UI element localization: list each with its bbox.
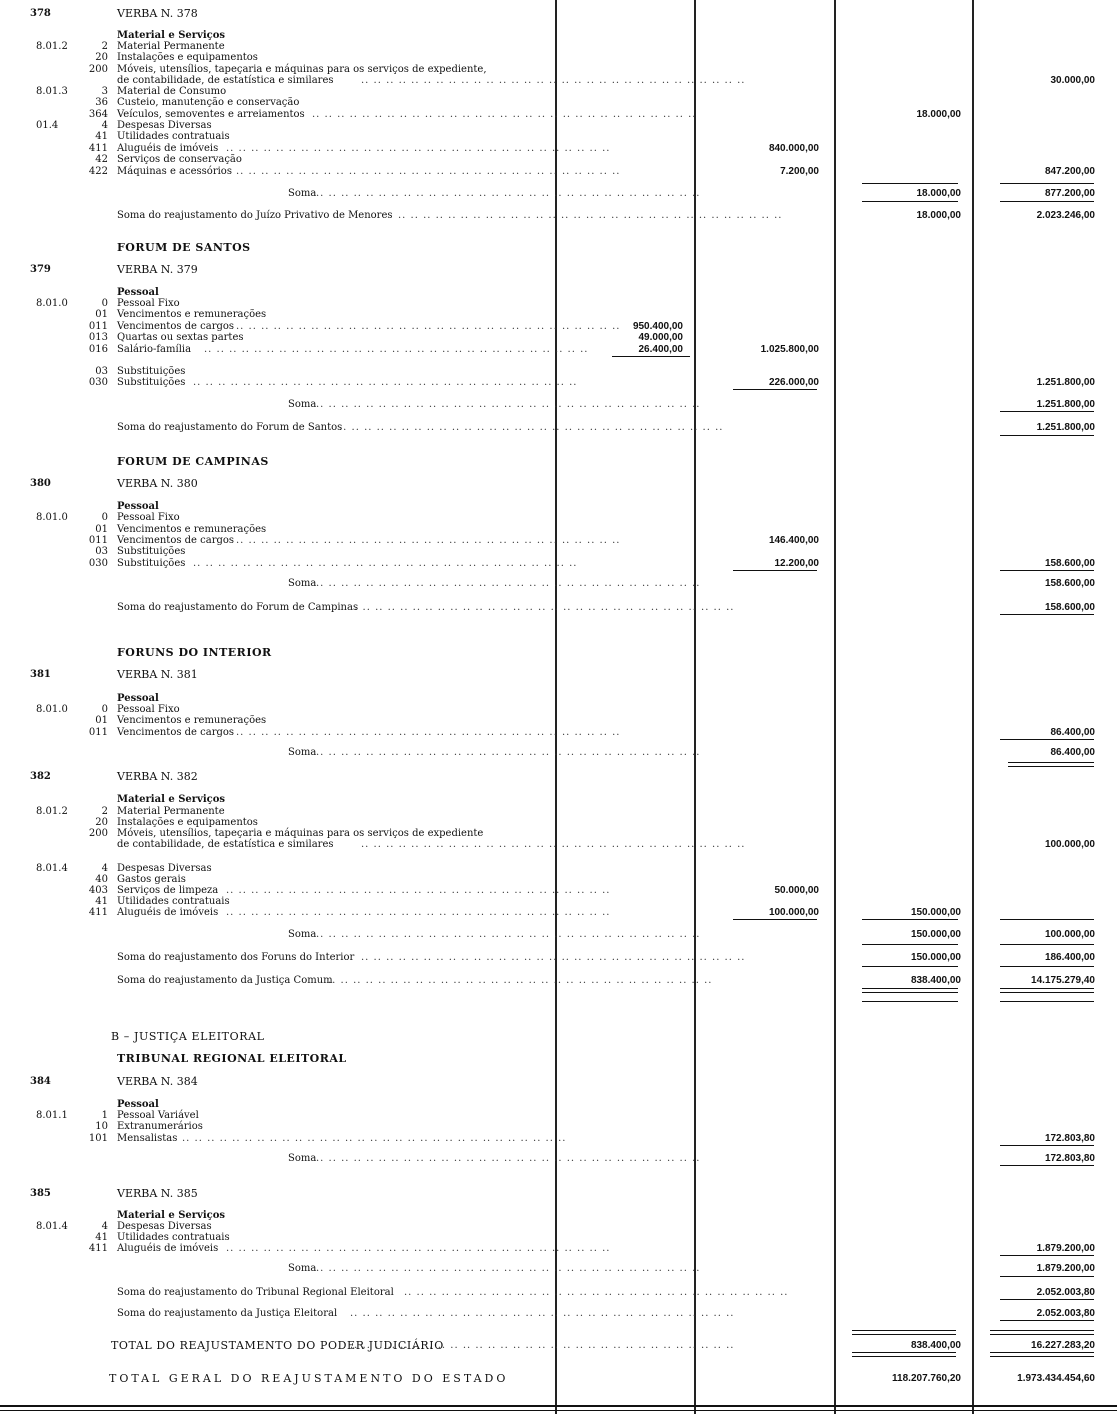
row-label: FORUNS DO INTERIOR [117, 646, 272, 659]
total-rule [1000, 988, 1094, 993]
row-label: TOTAL GERAL DO REAJUSTAMENTO DO ESTADO [109, 1372, 509, 1385]
row-label: Soma [288, 1153, 317, 1164]
row-subcode: 2 [101, 41, 108, 52]
total-rule [990, 1330, 1094, 1335]
total-rule [862, 988, 958, 993]
row-label: VERBA N. 380 [117, 477, 198, 490]
leader-dots: .. .. .. .. .. .. .. .. .. .. .. .. .. .. .. .. .. .. .. .. .. .. .. .. .. .. .. .. .. .. .. [350, 1340, 735, 1351]
row-label: Material Permanente [117, 41, 225, 52]
amount-c4: 158.600,00 [1044, 578, 1095, 589]
table-row [0, 669, 1117, 681]
total-rule [1000, 1165, 1094, 1166]
table-row [0, 1188, 1117, 1200]
amount-c4: 14.175.279,40 [1031, 975, 1095, 986]
row-label: Soma [288, 1263, 317, 1274]
row-label: Material e Serviços [117, 1210, 226, 1221]
row-label: Substituições [117, 558, 186, 569]
total-rule [1000, 1001, 1094, 1002]
amount-c3: 150.000,00 [910, 952, 961, 963]
amount-c4: 1.251.800,00 [1036, 422, 1095, 433]
row-label: Custeio, manutenção e conservação [117, 97, 300, 108]
amount-c4: 1.251.800,00 [1036, 377, 1095, 388]
table-row [0, 929, 1117, 941]
row-code: 384 [30, 1076, 51, 1087]
table-row [0, 97, 1117, 109]
row-subcode: 411 [88, 143, 108, 154]
row-label: Aluguéis de imóveis [117, 1243, 219, 1254]
leader-dots: .. .. .. .. .. .. .. .. .. .. .. .. .. .. .. .. .. .. .. .. .. .. .. .. .. .. .. .. .. .. .. [226, 143, 611, 154]
row-label: de contabilidade, de estatística e similares [117, 839, 334, 850]
table-row [0, 512, 1117, 524]
total-rule [862, 1001, 958, 1002]
amount-c3: 150.000,00 [910, 929, 961, 940]
amount-c4: 186.400,00 [1044, 952, 1095, 963]
row-label: Soma do reajustamento do Tribunal Regional Eleitoral [117, 1287, 394, 1298]
row-label: Mensalistas [117, 1133, 178, 1144]
total-rule [862, 183, 958, 184]
table-row [0, 602, 1117, 614]
row-label: Veículos, semoventes e arreiamentos [117, 109, 305, 120]
leader-dots: .. .. .. .. .. .. .. .. .. .. .. .. .. .. .. .. .. .. .. .. .. .. .. .. .. .. .. .. .. .. .. [226, 1243, 611, 1254]
table-row [0, 8, 1117, 20]
row-label: Vencimentos de cargos [117, 727, 235, 738]
row-label: Gastos gerais [117, 874, 186, 885]
amount-c4: 86.400,00 [1050, 747, 1095, 758]
table-row [0, 1053, 1117, 1065]
row-label: VERBA N. 379 [117, 263, 198, 276]
total-rule [862, 966, 958, 967]
row-subcode: 411 [88, 1243, 108, 1254]
row-subcode: 20 [95, 52, 108, 63]
table-row [0, 422, 1117, 434]
amount-c3: 18.000,00 [916, 188, 961, 199]
row-code: 8.01.0 [36, 704, 68, 715]
row-label: Vencimentos e remunerações [117, 524, 267, 535]
table-row [0, 727, 1117, 739]
leader-dots: .. .. .. .. .. .. .. .. .. .. .. .. .. .. .. .. .. .. .. .. .. .. .. .. .. .. .. .. .. .. .. [226, 885, 611, 896]
row-label: Substituições [117, 366, 186, 377]
row-code: 8.01.0 [36, 298, 68, 309]
total-rule [862, 919, 958, 920]
row-subcode: 36 [95, 97, 108, 108]
table-row [0, 907, 1117, 919]
amount-c2: 840.000,00 [768, 143, 819, 154]
row-label: Despesas Diversas [117, 1221, 212, 1232]
row-subcode: 403 [88, 885, 108, 896]
table-row [0, 188, 1117, 200]
leader-dots: .. .. .. .. .. .. .. .. .. .. .. .. .. .. .. .. .. .. .. .. .. .. .. .. .. .. .. .. .. .. .. [316, 399, 701, 410]
amount-c1: 49.000,00 [638, 332, 683, 343]
row-label: Material e Serviços [117, 794, 226, 805]
leader-dots: .. .. .. .. .. .. .. .. .. .. .. .. .. .. .. .. .. .. .. .. .. .. .. .. .. .. .. .. .. .. .. [236, 321, 621, 332]
table-row [0, 210, 1117, 222]
row-label: Soma [288, 399, 317, 410]
row-label: Despesas Diversas [117, 120, 212, 131]
row-label: Salário-família [117, 344, 192, 355]
table-row [0, 578, 1117, 590]
total-rule [733, 919, 817, 920]
table-row [0, 1133, 1117, 1145]
table-row [0, 131, 1117, 143]
row-code: 379 [30, 264, 51, 275]
row-code: 381 [30, 669, 51, 680]
amount-c4: 172.803,80 [1044, 1133, 1095, 1144]
row-label: Serviços de conservação [117, 154, 242, 165]
row-label: Utilidades contratuais [117, 1232, 230, 1243]
row-label: VERBA N. 385 [117, 1187, 198, 1200]
row-label: Vencimentos e remunerações [117, 309, 267, 320]
amount-c4: 158.600,00 [1044, 602, 1095, 613]
leader-dots: .. .. .. .. .. .. .. .. .. .. .. .. .. .. .. .. .. .. .. .. .. .. .. .. .. .. .. .. .. .. .. [316, 1153, 701, 1164]
amount-c4: 2.052.003,80 [1036, 1308, 1095, 1319]
row-subcode: 0 [101, 512, 108, 523]
table-row [0, 166, 1117, 178]
row-label: Pessoal Variável [117, 1110, 199, 1121]
row-code: 382 [30, 771, 51, 782]
row-subcode: 10 [95, 1121, 108, 1132]
table-row [0, 309, 1117, 321]
leader-dots: .. .. .. .. .. .. .. .. .. .. .. .. .. .. .. .. .. .. .. .. .. .. .. .. .. .. .. .. .. .. .. [236, 727, 621, 738]
row-subcode: 422 [88, 166, 108, 177]
row-label: FORUM DE CAMPINAS [117, 455, 269, 468]
amount-c3: 838.400,00 [910, 1340, 961, 1351]
row-label: Soma do reajustamento do Forum de Campinas [117, 602, 359, 613]
amount-c4: 86.400,00 [1050, 727, 1095, 738]
amount-c2: 146.400,00 [768, 535, 819, 546]
row-subcode: 40 [95, 874, 108, 885]
row-subcode: 42 [95, 154, 108, 165]
row-label: Pessoal Fixo [117, 704, 180, 715]
leader-dots: .. .. .. .. .. .. .. .. .. .. .. .. .. .. .. .. .. .. .. .. .. .. .. .. .. .. .. .. .. .. .. [328, 975, 713, 986]
table-row [0, 1373, 1117, 1385]
total-rule [733, 389, 817, 390]
table-row [0, 264, 1117, 276]
total-rule [1000, 1320, 1094, 1321]
table-row [0, 1031, 1117, 1043]
amount-c4: 1.973.434.454,60 [1017, 1373, 1095, 1384]
amount-c4: 172.803,80 [1044, 1153, 1095, 1164]
total-rule [1000, 1299, 1094, 1300]
row-label: Instalações e equipamentos [117, 52, 258, 63]
row-label: Substituições [117, 546, 186, 557]
row-subcode: 0 [101, 704, 108, 715]
row-label: Serviços de limpeza [117, 885, 219, 896]
leader-dots: .. .. .. .. .. .. .. .. .. .. .. .. .. .. .. .. .. .. .. .. .. .. .. .. .. .. .. .. .. .. .. [350, 602, 735, 613]
row-code: 380 [30, 478, 51, 489]
amount-c2: 1.025.800,00 [760, 344, 819, 355]
row-label: Aluguéis de imóveis [117, 907, 219, 918]
total-rule [1000, 944, 1094, 945]
leader-dots: .. .. .. .. .. .. .. .. .. .. .. .. .. .. .. .. .. .. .. .. .. .. .. .. .. .. .. .. .. .. .. [316, 747, 701, 758]
table-row [0, 771, 1117, 783]
row-label: Despesas Diversas [117, 863, 212, 874]
amount-c4: 2.052.003,80 [1036, 1287, 1095, 1298]
total-rule [1000, 411, 1094, 412]
amount-c2: 100.000,00 [768, 907, 819, 918]
row-subcode: 20 [95, 817, 108, 828]
amount-c3: 150.000,00 [910, 907, 961, 918]
table-row [0, 975, 1117, 987]
row-label: Soma do reajustamento da Justiça Eleitoral [117, 1308, 338, 1319]
table-row [0, 478, 1117, 490]
row-subcode: 4 [101, 120, 108, 131]
amount-c2: 50.000,00 [774, 885, 819, 896]
table-row [0, 647, 1117, 659]
row-subcode: 364 [88, 109, 108, 120]
row-label: Material de Consumo [117, 86, 227, 97]
table-row [0, 1243, 1117, 1255]
amount-c4: 158.600,00 [1044, 558, 1095, 569]
total-rule [1000, 435, 1094, 436]
row-subcode: 03 [95, 366, 108, 377]
row-label: Material Permanente [117, 806, 225, 817]
amount-c4: 847.200,00 [1044, 166, 1095, 177]
row-code: 8.01.3 [36, 86, 68, 97]
table-row [0, 794, 1117, 806]
row-label: Soma [288, 747, 317, 758]
table-row [0, 377, 1117, 389]
row-label: Pessoal [117, 501, 159, 512]
total-rule [852, 1352, 956, 1357]
row-label: TRIBUNAL REGIONAL ELEITORAL [117, 1052, 347, 1065]
row-subcode: 01 [95, 715, 108, 726]
amount-c4: 1.879.200,00 [1036, 1263, 1095, 1274]
row-label: TOTAL DO REAJUSTAMENTO DO PODER JUDICIÁRIO [111, 1339, 444, 1352]
row-subcode: 030 [88, 558, 108, 569]
total-rule [1000, 739, 1094, 740]
row-label: Vencimentos de cargos [117, 535, 235, 546]
table-row [0, 344, 1117, 356]
row-label: Soma [288, 578, 317, 589]
row-label: Pessoal Fixo [117, 298, 180, 309]
row-label: Vencimentos de cargos [117, 321, 235, 332]
leader-dots: .. .. .. .. .. .. .. .. .. .. .. .. .. .. .. .. .. .. .. .. .. .. .. .. .. .. .. .. .. .. .. [193, 558, 578, 569]
row-subcode: 011 [88, 321, 108, 332]
amount-c4: 100.000,00 [1044, 929, 1095, 940]
leader-dots: .. .. .. .. .. .. .. .. .. .. .. .. .. .. .. .. .. .. .. .. .. .. .. .. .. .. .. .. .. .. .. [398, 210, 783, 221]
amount-c4: 100.000,00 [1044, 839, 1095, 850]
row-label: Instalações e equipamentos [117, 817, 258, 828]
total-rule [1000, 183, 1094, 184]
total-rule [990, 1352, 1094, 1357]
row-label: VERBA N. 378 [117, 7, 198, 20]
row-label: Vencimentos e remunerações [117, 715, 267, 726]
row-label: de contabilidade, de estatística e similares [117, 75, 334, 86]
row-label: FORUM DE SANTOS [117, 241, 251, 254]
total-rule [1000, 570, 1094, 571]
amount-c1: 950.400,00 [632, 321, 683, 332]
table-row [0, 952, 1117, 964]
row-subcode: 41 [95, 896, 108, 907]
row-label: Máquinas e acessórios [117, 166, 232, 177]
row-code: 8.01.2 [36, 806, 68, 817]
row-subcode: 411 [88, 907, 108, 918]
row-label: Substituições [117, 377, 186, 388]
leader-dots: .. .. .. .. .. .. .. .. .. .. .. .. .. .. .. .. .. .. .. .. .. .. .. .. .. .. .. .. .. .. .. [204, 344, 589, 355]
row-subcode: 011 [88, 727, 108, 738]
row-label: Soma do reajustamento dos Foruns do Interior [117, 952, 355, 963]
row-code: 385 [30, 1188, 51, 1199]
leader-dots: .. .. .. .. .. .. .. .. .. .. .. .. .. .. .. .. .. .. .. .. .. .. .. .. .. .. .. .. .. .. .. [226, 907, 611, 918]
leader-dots: .. .. .. .. .. .. .. .. .. .. .. .. .. .. .. .. .. .. .. .. .. .. .. .. .. .. .. .. .. .. .. [316, 188, 701, 199]
row-code: 01.4 [36, 120, 59, 131]
amount-c4: 30.000,00 [1050, 75, 1095, 86]
row-label: Pessoal [117, 1099, 159, 1110]
row-code: 378 [30, 8, 51, 19]
table-row [0, 1340, 1117, 1352]
row-code: 8.01.4 [36, 1221, 68, 1232]
row-label: Pessoal Fixo [117, 512, 180, 523]
amount-c4: 877.200,00 [1044, 188, 1095, 199]
total-rule [1000, 1145, 1094, 1146]
row-subcode: 01 [95, 309, 108, 320]
table-row [0, 715, 1117, 727]
row-subcode: 030 [88, 377, 108, 388]
leader-dots: .. .. .. .. .. .. .. .. .. .. .. .. .. .. .. .. .. .. .. .. .. .. .. .. .. .. .. .. .. .. .. [404, 1287, 789, 1298]
total-rule [1000, 966, 1094, 967]
amount-c3: 18.000,00 [916, 109, 961, 120]
row-label: VERBA N. 382 [117, 770, 198, 783]
amount-c2: 226.000,00 [768, 377, 819, 388]
row-label: Soma do reajustamento do Juízo Privativo de Menores [117, 210, 393, 221]
row-code: 8.01.4 [36, 863, 68, 874]
row-label: Utilidades contratuais [117, 896, 230, 907]
row-label: B – JUSTIÇA ELEITORAL [111, 1030, 265, 1043]
row-label: Extranumerários [117, 1121, 203, 1132]
total-rule [612, 356, 690, 357]
table-row [0, 399, 1117, 411]
total-rule [1000, 919, 1094, 920]
table-row [0, 558, 1117, 570]
row-code: 8.01.0 [36, 512, 68, 523]
leader-dots: .. .. .. .. .. .. .. .. .. .. .. .. .. .. .. .. .. .. .. .. .. .. .. .. .. .. .. .. .. .. .. [350, 1308, 735, 1319]
leader-dots: .. .. .. .. .. .. .. .. .. .. .. .. .. .. .. .. .. .. .. .. .. .. .. .. .. .. .. .. .. .. .. [316, 578, 701, 589]
leader-dots: .. .. .. .. .. .. .. .. .. .. .. .. .. .. .. .. .. .. .. .. .. .. .. .. .. .. .. .. .. .. .. [312, 109, 697, 120]
leader-dots: .. .. .. .. .. .. .. .. .. .. .. .. .. .. .. .. .. .. .. .. .. .. .. .. .. .. .. .. .. .. .. [316, 1263, 701, 1274]
table-row [0, 546, 1117, 558]
table-row [0, 839, 1117, 851]
row-label: Soma do reajustamento do Forum de Santos [117, 422, 343, 433]
page-bottom-rule [0, 1405, 1117, 1411]
row-label: Quartas ou sextas partes [117, 332, 244, 343]
table-row [0, 456, 1117, 468]
row-label: VERBA N. 384 [117, 1075, 198, 1088]
row-subcode: 41 [95, 1232, 108, 1243]
leader-dots: .. .. .. .. .. .. .. .. .. .. .. .. .. .. .. .. .. .. .. .. .. .. .. .. .. .. .. .. .. .. .. [316, 929, 701, 940]
leader-dots: .. .. .. .. .. .. .. .. .. .. .. .. .. .. .. .. .. .. .. .. .. .. .. .. .. .. .. .. .. .. .. [236, 535, 621, 546]
row-code: 8.01.2 [36, 41, 68, 52]
total-rule [862, 201, 958, 202]
row-subcode: 03 [95, 546, 108, 557]
table-row [0, 1263, 1117, 1275]
table-row [0, 52, 1117, 64]
amount-c3: 18.000,00 [916, 210, 961, 221]
table-row [0, 1287, 1117, 1299]
row-label: Pessoal [117, 287, 159, 298]
row-label: VERBA N. 381 [117, 668, 198, 681]
total-rule [1000, 1276, 1094, 1277]
amount-c2: 7.200,00 [780, 166, 819, 177]
table-row [0, 242, 1117, 254]
total-rule [1000, 201, 1094, 202]
row-subcode: 011 [88, 535, 108, 546]
row-label: Aluguéis de imóveis [117, 143, 219, 154]
amount-c3: 838.400,00 [910, 975, 961, 986]
row-subcode: 200 [88, 828, 108, 839]
row-label: Soma [288, 188, 317, 199]
table-row [0, 1308, 1117, 1320]
row-subcode: 4 [101, 863, 108, 874]
table-row [0, 154, 1117, 166]
leader-dots: .. .. .. .. .. .. .. .. .. .. .. .. .. .. .. .. .. .. .. .. .. .. .. .. .. .. .. .. .. .. .. [361, 952, 746, 963]
total-rule [852, 1330, 956, 1335]
table-row [0, 1121, 1117, 1133]
leader-dots: .. .. .. .. .. .. .. .. .. .. .. .. .. .. .. .. .. .. .. .. .. .. .. .. .. .. .. .. .. .. .. [182, 1133, 567, 1144]
amount-c4: 16.227.283,20 [1031, 1340, 1095, 1351]
row-subcode: 2 [101, 806, 108, 817]
table-row [0, 1076, 1117, 1088]
leader-dots: .. .. .. .. .. .. .. .. .. .. .. .. .. .. .. .. .. .. .. .. .. .. .. .. .. .. .. .. .. .. .. [361, 839, 746, 850]
row-subcode: 1 [101, 1110, 108, 1121]
table-row [0, 747, 1117, 759]
amount-c4: 1.251.800,00 [1036, 399, 1095, 410]
row-subcode: 01 [95, 524, 108, 535]
leader-dots: .. .. .. .. .. .. .. .. .. .. .. .. .. .. .. .. .. .. .. .. .. .. .. .. .. .. .. .. .. .. .. [361, 75, 746, 86]
row-subcode: 4 [101, 1221, 108, 1232]
row-label: Utilidades contratuais [117, 131, 230, 142]
row-subcode: 101 [88, 1133, 108, 1144]
row-label: Soma [288, 929, 317, 940]
leader-dots: .. .. .. .. .. .. .. .. .. .. .. .. .. .. .. .. .. .. .. .. .. .. .. .. .. .. .. .. .. .. .. [193, 377, 578, 388]
total-rule [862, 944, 958, 945]
row-subcode: 0 [101, 298, 108, 309]
total-rule [1000, 614, 1094, 615]
table-row [0, 332, 1117, 344]
row-label: Móveis, utensílios, tapeçaria e máquinas para os serviços de expediente, [117, 64, 487, 75]
amount-c4: 2.023.246,00 [1036, 210, 1095, 221]
amount-c2: 12.200,00 [774, 558, 819, 569]
amount-c1: 26.400,00 [638, 344, 683, 355]
table-row [0, 1153, 1117, 1165]
total-rule [1008, 762, 1094, 767]
row-code: 8.01.1 [36, 1110, 68, 1121]
amount-c3: 118.207.760,20 [892, 1373, 961, 1384]
row-subcode: 016 [88, 344, 108, 355]
row-subcode: 013 [88, 332, 108, 343]
row-subcode: 200 [88, 64, 108, 75]
row-subcode: 41 [95, 131, 108, 142]
row-label: Material e Serviços [117, 30, 226, 41]
total-rule [733, 570, 817, 571]
row-label: Soma do reajustamento da Justiça Comum [117, 975, 333, 986]
total-rule [1000, 1255, 1094, 1256]
row-label: Pessoal [117, 693, 159, 704]
amount-c4: 1.879.200,00 [1036, 1243, 1095, 1254]
row-label: Móveis, utensílios, tapeçaria e máquinas para os serviços de expediente [117, 828, 484, 839]
leader-dots: .. .. .. .. .. .. .. .. .. .. .. .. .. .. .. .. .. .. .. .. .. .. .. .. .. .. .. .. .. .. .. [236, 166, 621, 177]
row-subcode: 3 [101, 86, 108, 97]
leader-dots: .. .. .. .. .. .. .. .. .. .. .. .. .. .. .. .. .. .. .. .. .. .. .. .. .. .. .. .. .. .. .. [339, 422, 724, 433]
